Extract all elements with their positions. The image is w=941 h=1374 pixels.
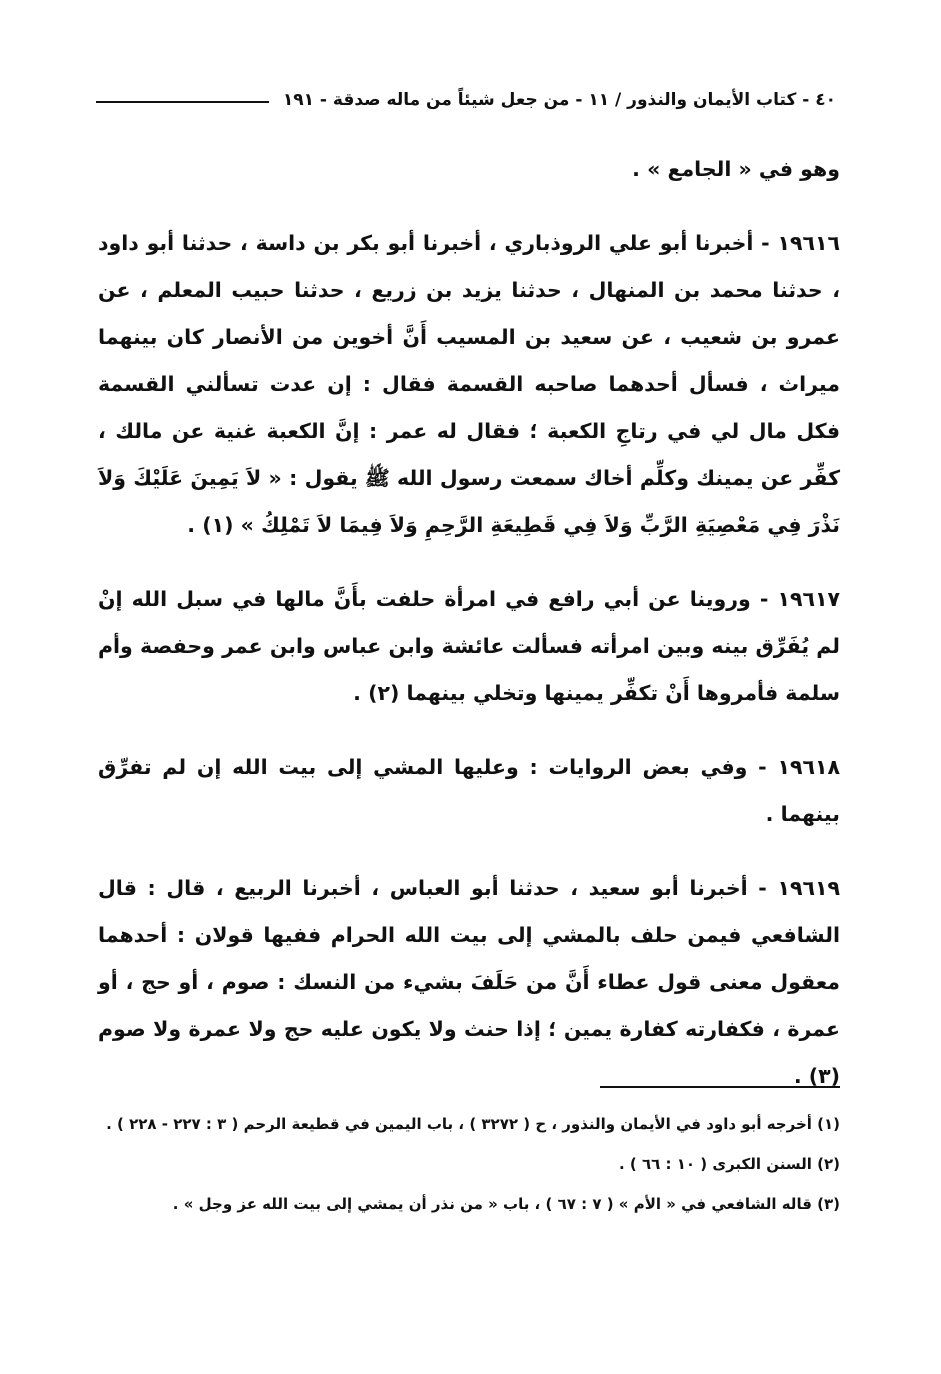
- footnote-2: (٢) السنن الكبرى ( ١٠ : ٦٦ ) .: [618, 1155, 840, 1173]
- footnote-1: (١) أخرجه أبو داود في الأيمان والنذور ، ح ( ٣٢٧٢ ) ، باب اليمين في قطيعة الرحم ( ٣ : ٢٢٧ - ٢٢٨ ) .: [106, 1115, 840, 1133]
- hadith-19619: ١٩٦١٩ - أخبرنا أبو سعيد ، حدثنا أبو العباس ، أخبرنا الربيع ، قال : قال الشافعي فيمن حلف بالمشي إلى بيت الله الحرام ففيها قولان : أحدهما معقول معنى قول عطاء أَنَّ من حَلَفَ بشيء من النسك : صوم ، أو حج ، أو عمرة ، فكفارته كفارة يمين ؛ إذا حنث ولا يكون عليه حج ولا عمرة ولا صوم (٣) .: [98, 876, 840, 1088]
- footnote-3: (٣) قاله الشافعي في « الأم » ( ٧ : ٦٧ ) ، باب « من نذر أن يمشي إلى بيت الله عز وجل » .: [172, 1195, 840, 1213]
- hadith-19616: ١٩٦١٦ - أخبرنا أبو علي الروذباري ، أخبرنا أبو بكر بن داسة ، حدثنا أبو داود ، حدثنا محمد بن المنهال ، حدثنا يزيد بن زريع ، حدثنا حبيب المعلم ، عن عمرو بن شعيب ، عن سعيد بن المسيب أَنَّ أخوين من الأنصار كان بينهما ميراث ، فسأل أحدهما صاحبه القسمة فقال : إن عدت تسألني القسمة فكل مال لي في رتاجِ الكعبة ؛ فقال له عمر : إنَّ الكعبة غنية عن مالك ، كفِّر عن يمينك وكلِّم أخاك سمعت رسول الله ﷺ يقول : « لاَ يَمِينَ عَلَيْكَ وَلاَ نَذْرَ فِي مَعْصِيَةِ الرَّبِّ وَلاَ فِي قَطِيعَةِ الرَّحِمِ وَلاَ فِيمَا لاَ تَمْلِكُ » (١) .: [98, 231, 840, 537]
- hadith-19618: ١٩٦١٨ - وفي بعض الروايات : وعليها المشي إلى بيت الله إن لم تفرِّق بينهما .: [98, 755, 840, 826]
- intro-line: وهو في « الجامع » .: [632, 157, 840, 181]
- running-header: [96, 84, 836, 116]
- hadith-19617: ١٩٦١٧ - وروينا عن أبي رافع في امرأة حلفت بأَنَّ مالها في سبل الله إنْ لم يُفَرِّق بينه وبين امرأته فسألت عائشة وابن عباس وابن عمر وحفصة وأم سلمة فأمروها أَنْ تكفِّر يمينها وتخلي بينهما (٢) .: [98, 587, 840, 705]
- main-text: [98, 146, 840, 1100]
- header-rule: [96, 101, 269, 103]
- footnote-separator: [600, 1086, 840, 1088]
- running-header-text: ٤٠ - كتاب الأيمان والنذور / ١١ - من جعل شيئاً من ماله صدقة - ١٩١: [282, 90, 836, 110]
- footnotes: [100, 1106, 840, 1226]
